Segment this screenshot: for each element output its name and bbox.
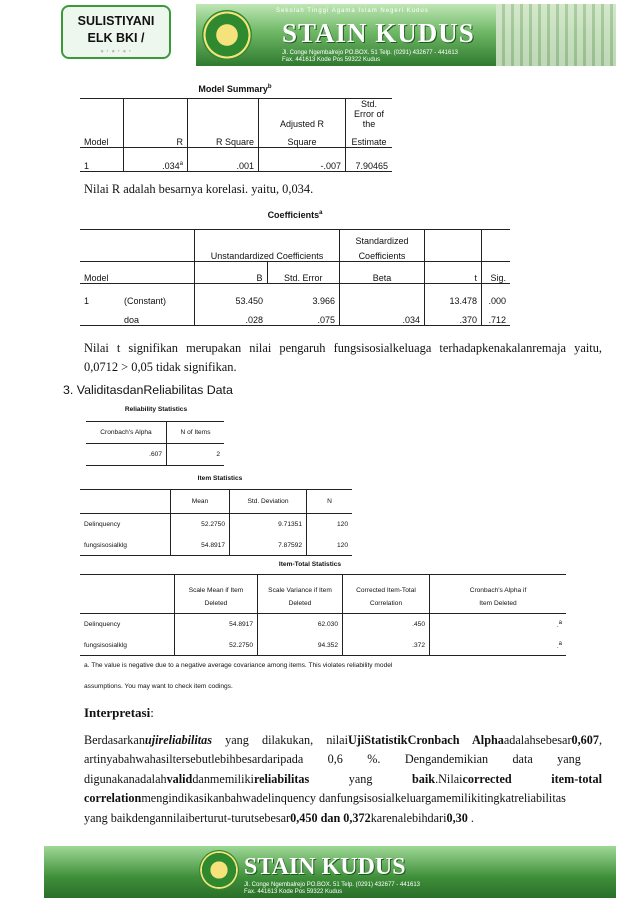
table-row: doa .028 .075 .034 .370 .712 [80,306,510,326]
coefficients-table: Standardized Unstandardized Coefficients Coefficients Model B Std. Error Beta t Sig. 1 (Constant) 53.450 3.966 13.478 .000 doa .028 .075 .034 .370 .712 [80,229,510,326]
reliability-table: Cronbach's Alpha N of Items .607 2 [86,421,224,466]
interpretation-heading: Interpretasi: [84,705,154,720]
item-statistics-table: Mean Std. Deviation N Delinquency 52.2750 9.71351 120 fungsisosialklg 54.8917 7.87592 120 [80,489,352,556]
banner-institution: STAIN KUDUS [282,18,475,48]
table-footnote-2: assumptions. You may want to check item codings. [84,683,233,690]
footer-banner [44,846,616,898]
building-image [496,4,616,66]
reliability-title: Reliability Statistics [124,406,188,413]
item-statistics-title: Item Statistics [197,475,243,482]
item-total-title: Item-Total Statistics [278,561,342,568]
table-footnote-1: a. The value is negative due to a negative average covariance among items. This violates reliability model [84,662,393,669]
table-row: fungsisosialklg 54.8917 7.87592 120 [80,536,352,556]
item-total-table: Scale Mean if Item Scale Variance if Item Corrected Item-Total Cronbach's Alpha if Deleted Deleted Correlation Item Deleted Delinquency 54.8917 62.030 .450 .$^a$ fungsisosialklg 52.2750 94.352 .372 .$^a$ [80,574,566,656]
banner-tagline: Sekolah Tinggi Agama Islam Negeri Kudus [276,8,429,14]
footer-institution: STAIN KUDUS [244,854,406,880]
model-summary-title: Model Summary$^b$ [198,84,272,94]
model-summary-table: Adjusted R Std. Error of the Model R R Square Square Estimate 1 .034$^a$ .001 -.007 7.90465 [80,98,392,172]
coefficients-title: Coefficients$^a$ [267,210,323,220]
table-row: 1 (Constant) 53.450 3.966 13.478 .000 [80,284,510,306]
interpretation-paragraph: Berdasarkanujireliabilitas yang dilakukan, nilaiUjiStatistikCronbach Alphaadalahsebesar0,607, artinyabahwahasiltersebutlebihbesardaripada 0,6 %. Dengandemikian data yang digunakanadalahvaliddanmemilikireliabilitas yang baik.Nilaicorrected item-total correlationmengindikasikanbahwadelinquency danfungsisosialkeluargamemilikitingkatreliabilitas yang baikdengannilaiberturut-turutsebesar0,450 dan 0,372karenalebihdari0,30 . [84,733,602,825]
section-3-heading: 3. ValiditasdanReliabilitas Data [63,383,233,397]
stain-logo-icon [202,10,252,60]
footer-address: Jl. Conge Ngembalrejo PO.BOX. 51 Telp. (0291) 432677 - 441613 Fax. 441613 Kode Pos 59322 Kudus [244,882,420,895]
stain-logo-icon [199,850,239,890]
author-program: ELK BKI / [87,31,145,45]
table-row: fungsisosialklg 52.2750 94.352 .372 .$^a$ [80,636,566,656]
t-interpretation: Nilai t signifikan merupakan nilai pengaruh fungsisosialkeluaga terhadapkenakalanremaja yaitu, 0,0712 > 0,05 tidak signifikan. [84,341,602,374]
header-banner [196,4,616,66]
author-name: SULISTIYANI [77,14,155,28]
author-name-box [61,5,171,59]
r-interpretation: Nilai R adalah besarnya korelasi. yaitu, 0,034. [84,182,314,196]
banner-address: Jl. Conge Ngembalrejo PO.BOX. 51 Telp. (0291) 432677 - 441613 Fax. 441613 Kode Pos 59322 Kudus [282,50,458,63]
author-id: • · • · • · [100,46,132,56]
table-row: Delinquency 54.8917 62.030 .450 .$^a$ [80,614,566,636]
table-row: Delinquency 52.2750 9.71351 120 [80,514,352,536]
